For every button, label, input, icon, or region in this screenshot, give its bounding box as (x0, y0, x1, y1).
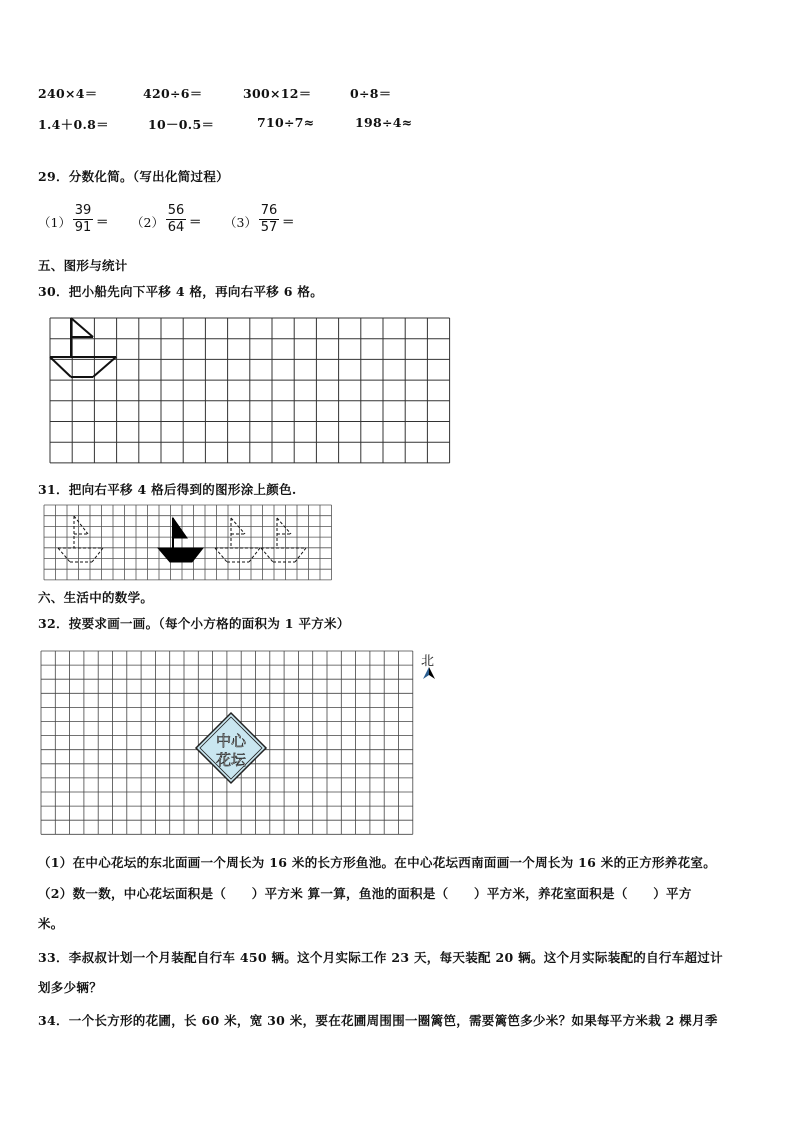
arith-2-2: 10－0.5＝ (148, 117, 215, 132)
arith-1-2: 420÷6＝ (143, 86, 203, 101)
arith-1-4: 0÷8＝ (350, 86, 392, 101)
q32-sub2-line1: （2）数一数，中心花坛面积是（ ）平方米 算一算，鱼池的面积是（ ）平方米，养花室面积是（ ）平方 (38, 886, 692, 901)
q32-grid (38, 648, 418, 838)
q30-grid-with-boat (49, 317, 451, 465)
q29-label-2: （2） (131, 215, 164, 230)
q30-text: 30．把小船先向下平移 4 格，再向右平移 6 格。 (38, 284, 323, 299)
numerator: 39 (74, 203, 92, 218)
q29-label-1: （1） (38, 215, 71, 230)
section-6-heading: 六、生活中的数学。 (38, 590, 154, 605)
garden-label-bottom: 花坛 (215, 751, 247, 769)
garden-label-top: 中心 (215, 732, 247, 750)
dashed-boat-2 (215, 518, 260, 562)
numerator: 56 (167, 203, 185, 218)
q29-fraction-3 (259, 203, 279, 236)
q33-line2: 划多少辆？ (38, 980, 103, 995)
q29-fraction-1 (73, 203, 93, 236)
q33-line1: 33．李叔叔计划一个月装配自行车 450 辆。这个月实际工作 23 天，每天装配 20 辆。这个月实际装配的自行车超过计 (38, 950, 723, 965)
q32-text: 32．按要求画一画。（每个小方格的面积为 1 平方米） (38, 616, 350, 631)
q34-line1: 34．一个长方形的花圃，长 60 米，宽 30 米，要在花圃周围围一圈篱笆，需要篱笆多少米？如果每平方米栽 2 棵月季 (38, 1013, 718, 1028)
north-arrow-icon (422, 666, 436, 680)
denominator: 64 (167, 220, 185, 235)
q32-sub2-line2: 米。 (38, 916, 64, 931)
q29-eq-3: ＝ (282, 214, 295, 229)
q29-fraction-2 (166, 203, 186, 236)
arith-1-1: 240×4＝ (38, 86, 98, 101)
denominator: 91 (74, 220, 92, 235)
arith-2-3: 710÷7≈ (257, 115, 315, 130)
numerator: 76 (260, 203, 278, 218)
denominator: 57 (260, 220, 278, 235)
dashed-boat-3 (261, 518, 306, 562)
north-label: 北 (421, 654, 435, 669)
section-5-heading: 五、图形与统计 (38, 258, 128, 273)
q31-text: 31．把向右平移 4 格后得到的图形涂上颜色. (38, 482, 297, 497)
q29-eq-1: ＝ (96, 214, 109, 229)
black-boat (158, 518, 203, 562)
q31-grid-with-boats (43, 504, 335, 582)
dashed-boat-1 (58, 516, 103, 562)
arith-2-4: 198÷4≈ (355, 115, 413, 130)
q29-label-3: （3） (224, 215, 257, 230)
boat-shape (50, 318, 116, 377)
q29-title: 29．分数化简。（写出化简过程） (38, 169, 229, 184)
q29-eq-2: ＝ (189, 214, 202, 229)
arith-2-1: 1.4＋0.8＝ (38, 117, 109, 132)
arith-1-3: 300×12＝ (243, 86, 312, 101)
q32-sub1: （1）在中心花坛的东北面画一个周长为 16 米的长方形鱼池。在中心花坛西南面画一个周长为 16 米的正方形养花室。 (38, 855, 716, 870)
